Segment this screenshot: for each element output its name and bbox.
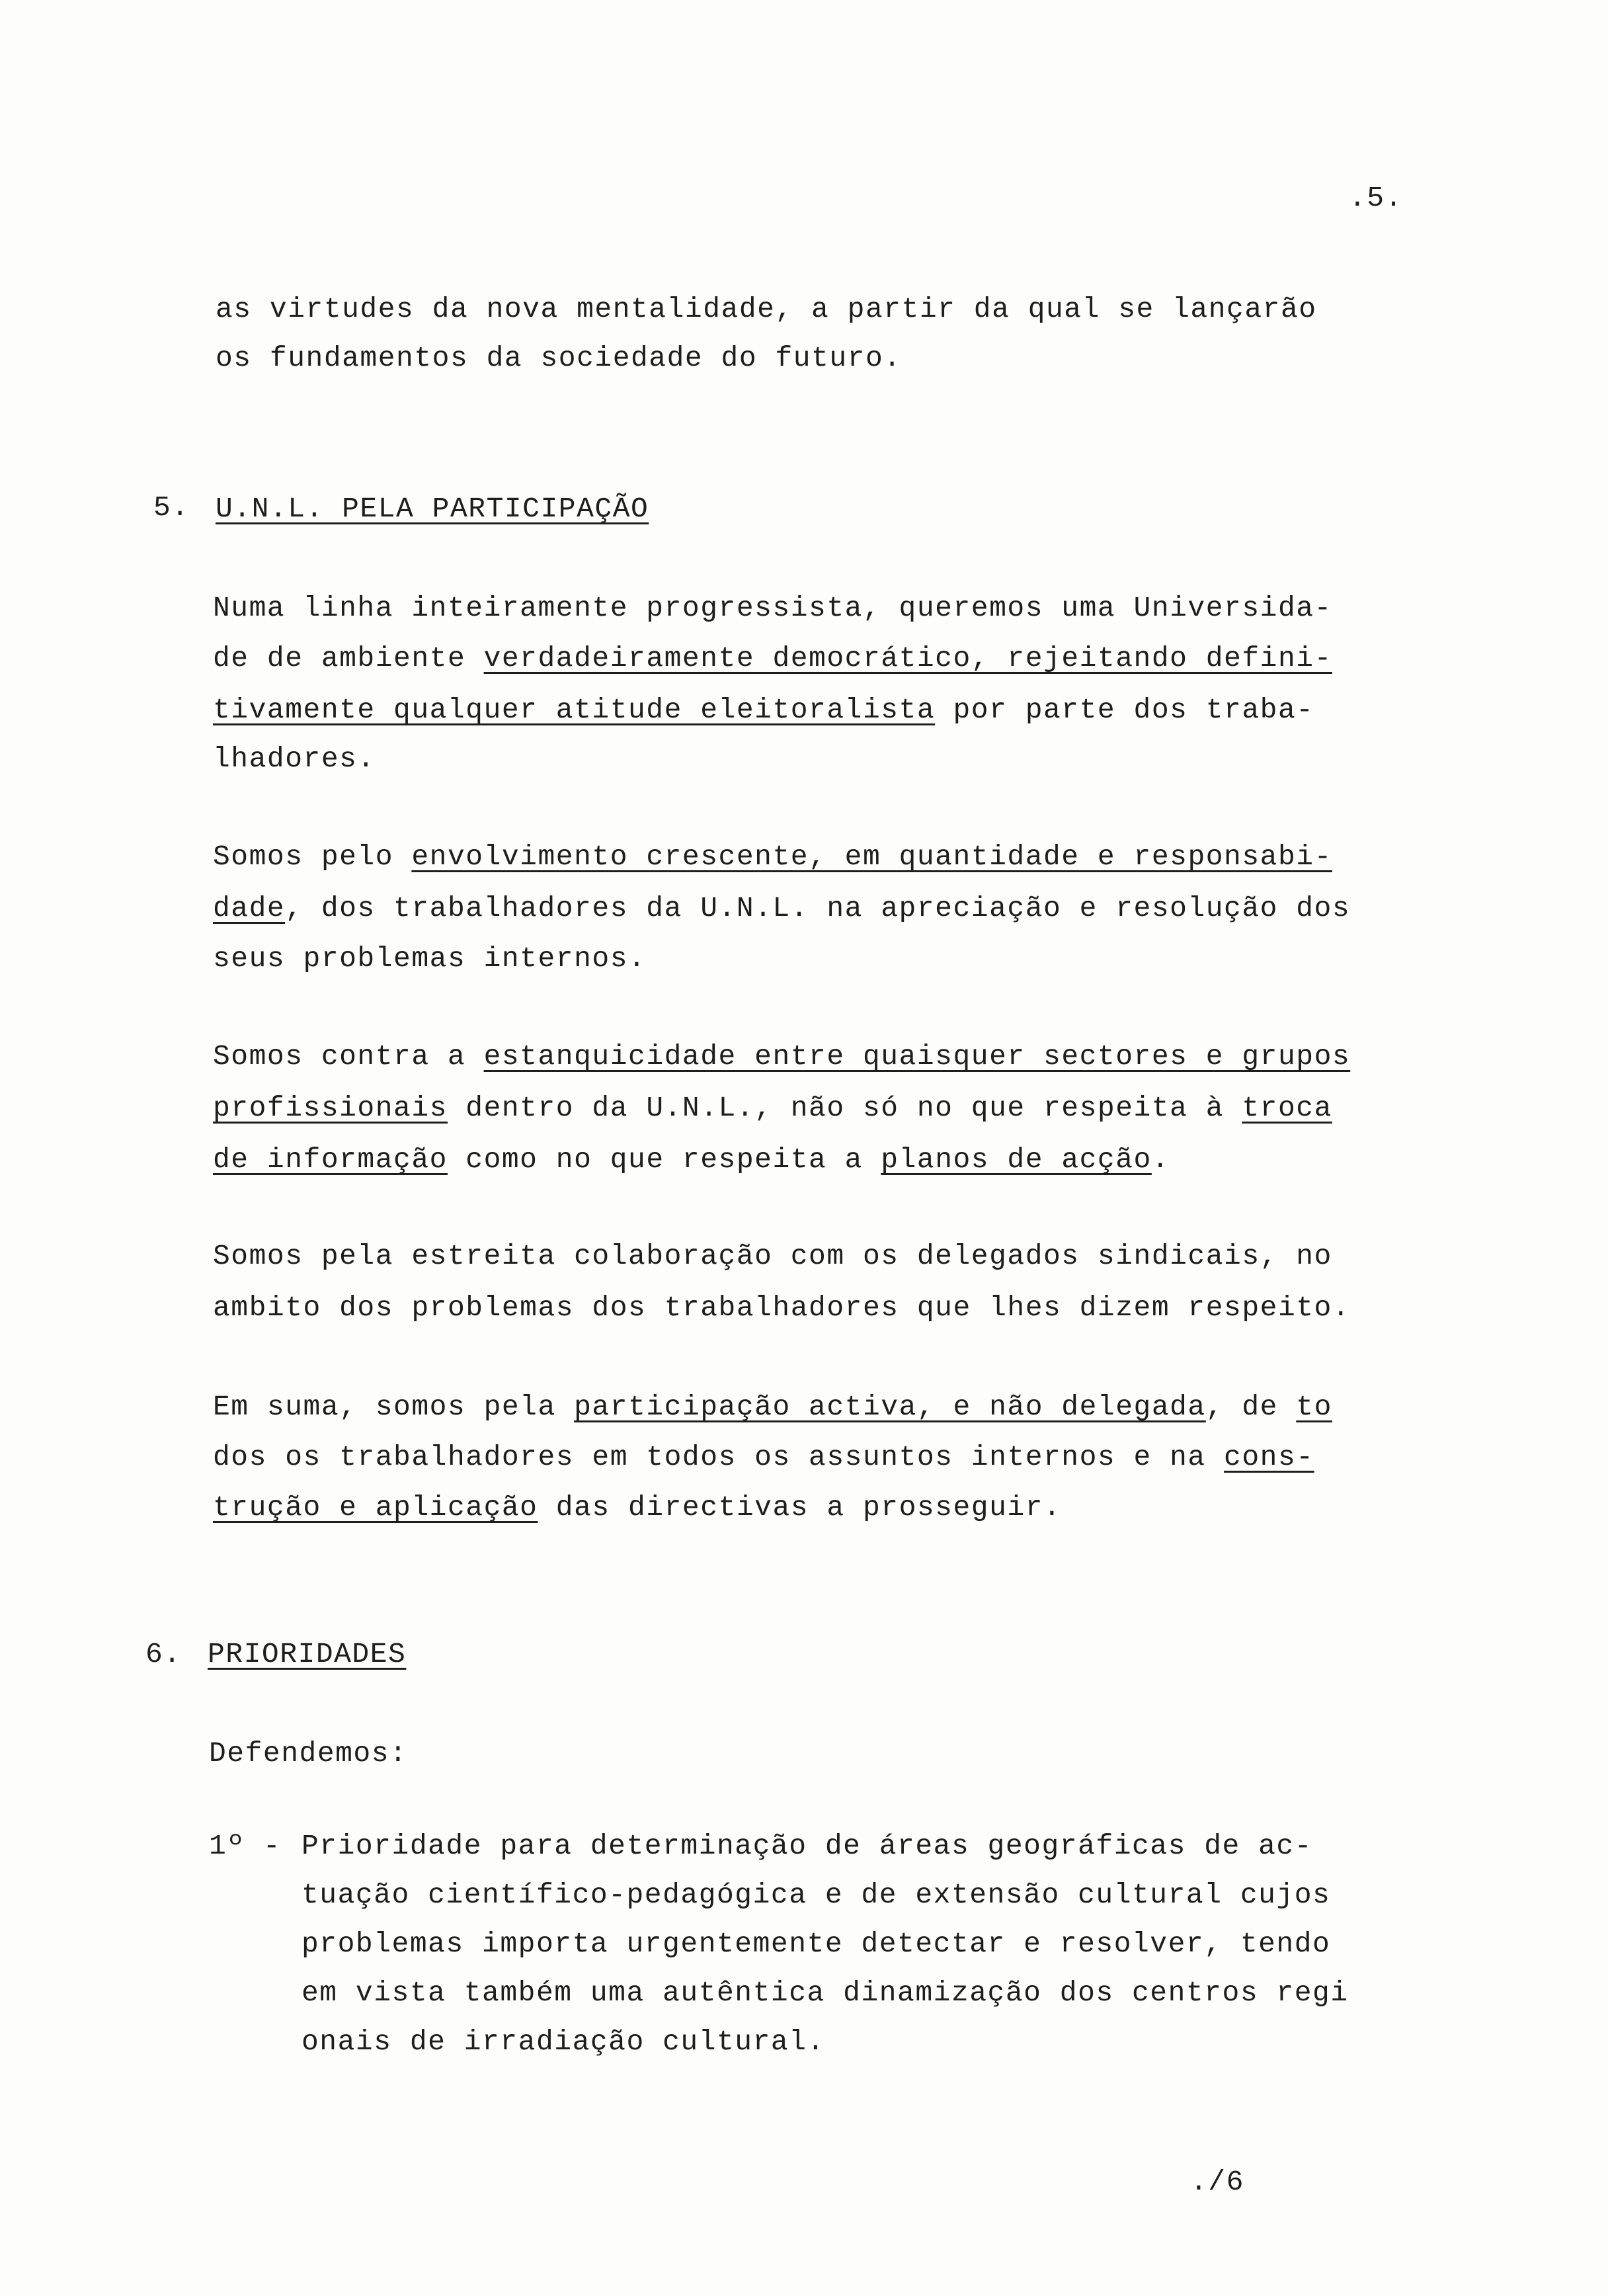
underlined-text: trução e aplicação [213, 1491, 538, 1524]
underlined-text: envolvimento crescente, em quantidade e responsabi- [411, 840, 1332, 873]
paragraph-1-line-3 [213, 692, 1314, 729]
underlined-text: to [1296, 1391, 1332, 1423]
text-span: , de [1205, 1391, 1297, 1423]
text-span: Em suma, somos pela [213, 1391, 575, 1423]
list-item-line-3: problemas importa urgentemente detectar e resolver, tendo [302, 1928, 1331, 1960]
underlined-text: de informação [213, 1143, 448, 1176]
paragraph-5-line-3 [213, 1489, 1061, 1526]
text-span: . [1151, 1143, 1170, 1176]
text-span: das directivas a prosseguir. [538, 1491, 1062, 1524]
intro-line-2: os fundamentos da sociedade do futuro. [216, 342, 902, 374]
paragraph-2-line-2 [213, 890, 1350, 927]
paragraph-2-line-1 [213, 839, 1332, 876]
underlined-text: verdadeiramente democrático, rejeitando defini- [483, 642, 1332, 675]
text-span: Somos contra a [213, 1040, 484, 1073]
text-span: por parte dos traba- [935, 694, 1314, 726]
section-6-number: 6. [145, 1638, 182, 1670]
paragraph-2-line-3: seus problemas internos. [213, 942, 647, 975]
underlined-text: profissionais [213, 1092, 448, 1124]
page-number: .5. [1349, 182, 1403, 214]
text-span: os trabalhadores em todos os assuntos internos e na [266, 1441, 1225, 1473]
list-item-line-4: em vista também uma autêntica dinamização dos centros regi [302, 1977, 1349, 2009]
text-span: como no que respeita a [447, 1143, 881, 1176]
text-span: dentro da U.N.L., não só no que respeita à [447, 1092, 1242, 1124]
underlined-text: participação activa, e não delegada [574, 1391, 1206, 1423]
paragraph-1-line-2 [213, 640, 1332, 677]
underlined-text: troca [1242, 1092, 1332, 1124]
text-span: , dos trabalhadores da U.N.L. na apreciação e resolução dos [285, 892, 1351, 924]
underlined-text: estanquicidade entre quaisquer sectores e grupos [483, 1040, 1351, 1073]
list-item-line-1: Prioridade para determinação de áreas geográficas de ac- [302, 1830, 1313, 1862]
next-page-marker: ./6 [1190, 2166, 1244, 2198]
list-item-number: 1º - [209, 1830, 282, 1862]
text-span: dos [213, 1441, 267, 1473]
paragraph-4-line-2: ambito dos problemas dos trabalhadores que lhes dizem respeito. [213, 1292, 1351, 1324]
section-5-number: 5. [153, 491, 190, 524]
text-span: de de ambiente [213, 642, 484, 675]
paragraph-1-line-1: Numa linha inteiramente progressista, queremos uma Universida- [213, 592, 1332, 624]
paragraph-5-line-1 [213, 1389, 1332, 1426]
underlined-text: cons- [1224, 1441, 1314, 1473]
underlined-text: tivamente qualquer atitude eleitoralista [213, 694, 936, 726]
paragraph-3-line-3 [213, 1141, 1170, 1178]
list-item-line-5: onais de irradiação cultural. [302, 2026, 825, 2058]
paragraph-3-line-1 [213, 1038, 1350, 1075]
list-item-line-2: tuação científico-pedagógica e de extensão cultural cujos [302, 1879, 1331, 1911]
section-6-title: PRIORIDADES [208, 1638, 407, 1670]
paragraph-4-line-1: Somos pela estreita colaboração com os delegados sindicais, no [213, 1240, 1332, 1272]
underlined-text: dade [213, 892, 286, 924]
paragraph-5-line-2 [213, 1439, 1314, 1476]
paragraph-1-line-4: lhadores. [213, 743, 376, 775]
intro-line-1: as virtudes da nova mentalidade, a partir da qual se lançarão [216, 293, 1317, 325]
underlined-text: planos de acção [881, 1143, 1152, 1176]
text-span: Somos pelo [213, 840, 412, 873]
section-5-title: U.N.L. PELA PARTICIPAÇÃO [216, 493, 649, 525]
paragraph-3-line-2 [213, 1090, 1332, 1127]
section-6-lead: Defendemos: [209, 1737, 408, 1770]
